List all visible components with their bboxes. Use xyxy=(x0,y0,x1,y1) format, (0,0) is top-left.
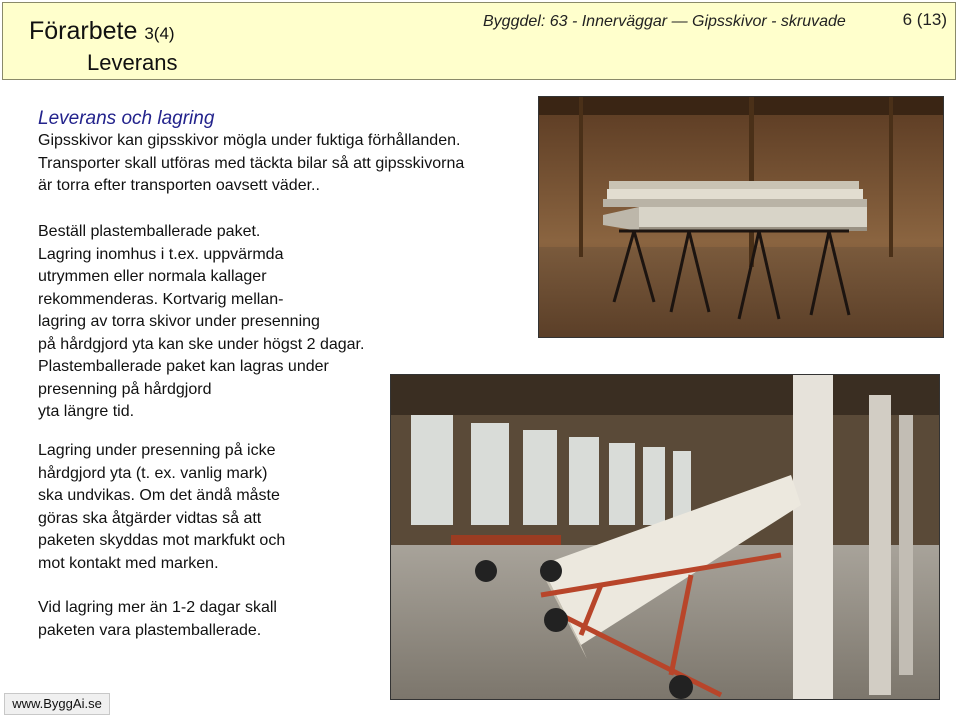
text-line: yta längre tid. xyxy=(38,403,135,420)
slide-header xyxy=(2,2,956,80)
photo-boards-on-sawhorses-image xyxy=(539,97,943,337)
storage-paragraph xyxy=(38,221,398,424)
slide-title-text: Förarbete xyxy=(29,17,138,45)
text-line: mot kontakt med marken. xyxy=(38,554,219,572)
photo-boards-on-trolley xyxy=(390,374,940,700)
intro-paragraph xyxy=(38,130,538,198)
text-line: utrymmen eller normala kallager xyxy=(38,268,267,285)
text-line: lagring av torra skivor under presenning xyxy=(38,313,320,330)
text-line: paketen skyddas mot markfukt och xyxy=(38,532,286,549)
text-line: göras ska åtgärder vidtas så att xyxy=(38,509,262,527)
page-number: 6 (13) xyxy=(902,10,947,29)
text-line: presenning på hårdgjord xyxy=(38,380,212,398)
ground-storage-paragraph xyxy=(38,440,388,575)
footer-website: www.ByggAi.se xyxy=(4,693,110,715)
document-reference: Byggdel: 63 - Innerväggar — Gipsskivor - skruvade xyxy=(483,13,846,30)
text-line: paketen vara plastemballerade. xyxy=(38,621,262,639)
slide-title-part: 3(4) xyxy=(144,24,175,43)
text-line: rekommenderas. Kortvarig mellan- xyxy=(38,290,284,308)
text-line: Gipsskivor kan gipsskivor mögla under fuktiga förhållanden. xyxy=(38,132,461,149)
text-line: Lagring under presenning på icke xyxy=(38,442,276,459)
text-line: ska undvikas. Om det ändå måste xyxy=(38,487,280,504)
text-line: Lagring inomhus i t.ex. uppvärmda xyxy=(38,245,284,263)
photo-boards-on-trolley-image xyxy=(391,375,939,699)
text-line: Vid lagring mer än 1-2 dagar skall xyxy=(38,599,277,616)
text-line: Beställ plastemballerade paket. xyxy=(38,223,261,240)
text-line: är torra efter transporten oavsett väder.. xyxy=(38,177,320,194)
text-line: på hårdgjord yta kan ske under högst 2 dagar. xyxy=(38,335,365,353)
text-line: hårdgjord yta (t. ex. vanlig mark) xyxy=(38,464,268,482)
slide-subtitle: Leverans xyxy=(87,50,178,75)
text-line: Transporter skall utföras med täckta bilar så att gipsskivorna xyxy=(38,154,465,172)
section-heading: Leverans och lagring xyxy=(38,108,215,129)
long-storage-paragraph xyxy=(38,597,388,642)
text-line: Plastemballerade paket kan lagras under xyxy=(38,358,329,375)
slide-title xyxy=(29,17,175,46)
photo-boards-on-sawhorses xyxy=(538,96,944,338)
